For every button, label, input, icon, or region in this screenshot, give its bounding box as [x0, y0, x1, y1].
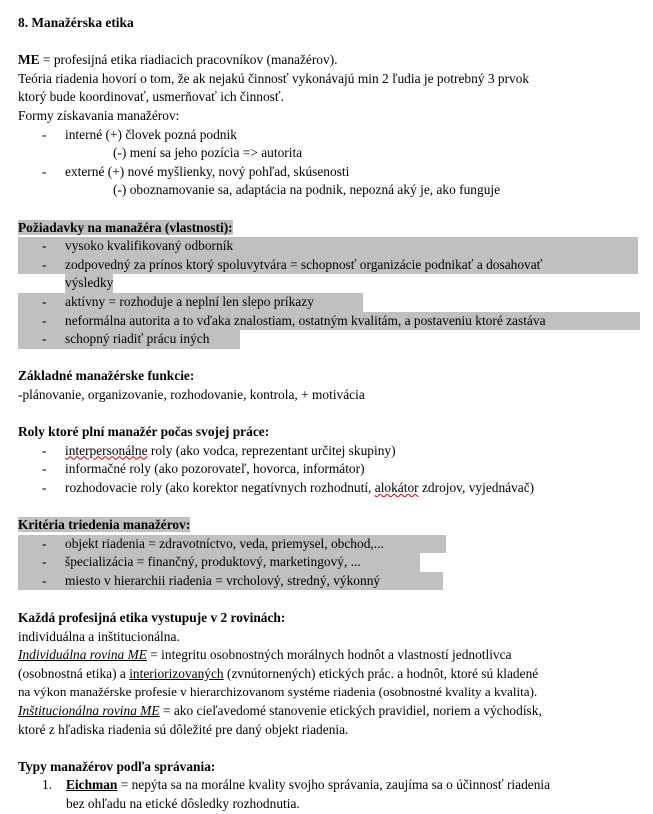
- list-item: - špecializácia = finančný, produktový, marketingový, ...: [18, 553, 420, 572]
- list-item: - rozhodovacie roly (ako korektor negatívnych rozhodnutí, alokátor zdrojov, vyjednávač): [42, 479, 535, 495]
- list-item: - objekt riadenia = zdravotníctvo, veda, priemysel, obchod,...: [18, 535, 446, 554]
- list-subitem: (-) oboznamovanie sa, adaptácia na podnik, nepozná aký je, ako funguje: [113, 182, 501, 198]
- requirements-heading: Požiadavky na manažéra (vlastnosti):: [18, 219, 233, 235]
- list-item: - informačné roly (ako pozorovateľ, hovorca, informátor): [42, 461, 365, 477]
- section-title: 8. Manažérska etika: [18, 15, 134, 30]
- theory-line-2: ktorý bude koordinovať, usmerňovať ich činnosť.: [18, 89, 284, 105]
- individual-level: Individuálna rovina ME = integritu osobnostných morálnych hodnôt a vlastností jednotlivca: [18, 647, 512, 663]
- list-item: - neformálna autorita a to vďaka znalostiam, ostatným kvalitám, a postaveniu ktoré zastáva: [18, 312, 640, 331]
- list-item: - vysoko kvalifikovaný odborník: [18, 237, 638, 256]
- list-item-continuation: bez ohľadu na etické dôsledky rozhodnutia.: [66, 795, 300, 811]
- list-item: - zodpovedný za prínos ktorý spoluvytvára = schopnosť organizácie podnikať a dosahovať: [18, 256, 638, 275]
- institutional-level: Inštitucionálna rovina ME = ako cieľavedomé stanovenie etických pravidiel, noriem a východísk,: [18, 702, 542, 718]
- me-definition: ME = profesijná etika riadiacich pracovníkov (manažérov).: [18, 52, 338, 68]
- list-item: - miesto v hierarchii riadenia = vrcholový, stredný, výkonný: [18, 572, 443, 591]
- list-item: - aktívny = rozhoduje a neplní len slepo príkazy: [18, 293, 363, 312]
- types-heading: Typy manažérov podľa správania:: [18, 758, 216, 774]
- roles-heading: Roly ktoré plní manažér počas svojej práce:: [18, 424, 270, 440]
- me-abbr: ME: [18, 52, 40, 68]
- individual-level-cont: na výkon manažérske profesie v hierarchizovanom systéme riadenia (osobnostné kvality a kvalita).: [18, 684, 538, 700]
- document-page: [18, 14, 648, 814]
- functions-text: -plánovanie, organizovanie, rozhodovanie, kontrola, + motivácia: [18, 386, 365, 402]
- individual-level-cont: (osobnostná etika) a interiorizovaných (zvnútornených) etických prác. a hodnôt, ktoré sú kladené: [18, 665, 539, 681]
- forms-heading: Formy získavania manažérov:: [18, 107, 180, 123]
- levels-intro: individuálna a inštitucionálna.: [18, 628, 180, 644]
- list-item: - schopný riadiť prácu iných: [18, 330, 240, 349]
- functions-heading: Základné manažérske funkcie:: [18, 368, 195, 384]
- levels-heading: Každá profesijná etika vystupuje v 2 rovinách:: [18, 610, 286, 625]
- list-subitem: (-) mení sa jeho pozícia => autorita: [113, 145, 303, 161]
- criteria-heading: Kritéria triedenia manažérov:: [18, 517, 191, 533]
- list-item: - externé (+) nové myšlienky, nový pohľad, skúsenosti: [42, 163, 350, 179]
- institutional-level-cont: ktoré z hľadiska riadenia sú dôležité pre daný objekt riadenia.: [18, 721, 349, 737]
- list-item: - interné (+) človek pozná podnik: [42, 126, 237, 142]
- theory-line-1: Teória riadenia hovorí o tom, že ak nejakú činnosť vykonávajú min 2 ľudia je potrebný 3 prvok: [18, 70, 530, 86]
- list-item-continuation: výsledky: [18, 274, 648, 293]
- list-item: - interpersonálne roly (ako vodca, reprezentant určitej skupiny): [42, 442, 396, 458]
- list-item: 1. Eichman = nepýta sa na morálne kvality svojho správania, zaujíma sa o účinnosť riadenia: [42, 777, 551, 793]
